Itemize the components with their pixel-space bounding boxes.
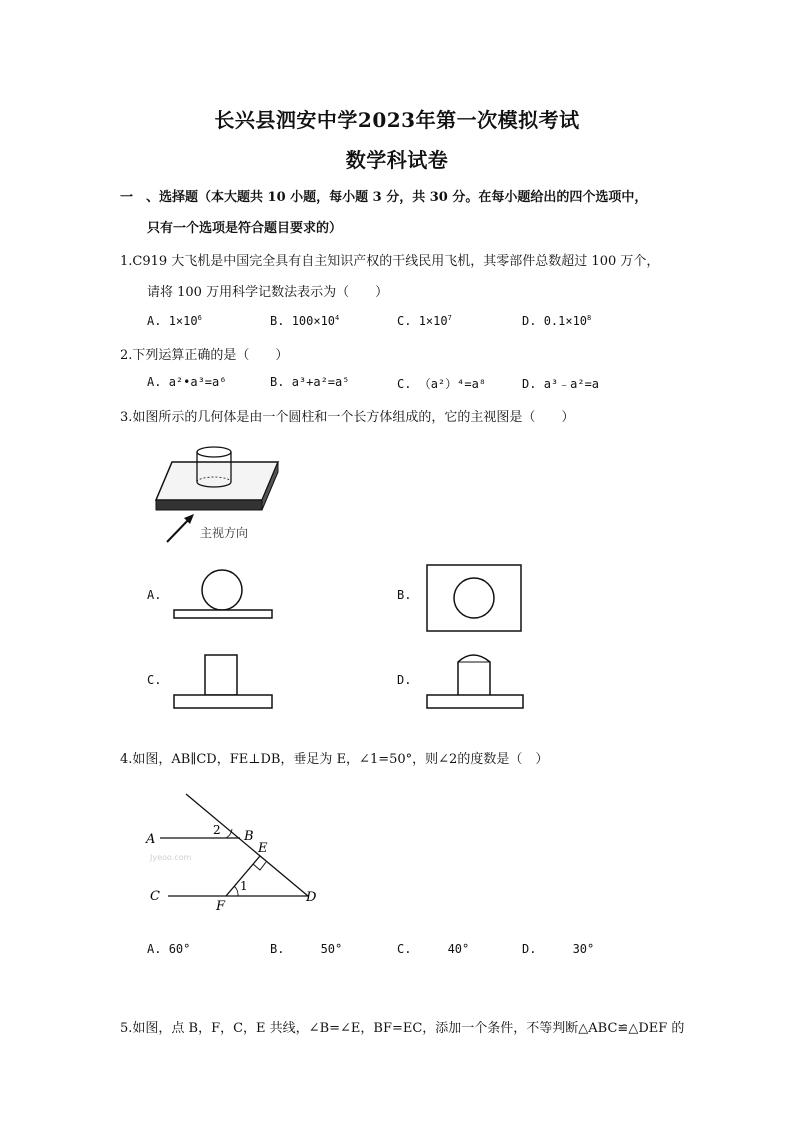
q4-stem: 4.如图，AB∥CD，FE⊥DB，垂足为 E，∠1=50°，则∠2的度数是（ ） <box>120 752 549 767</box>
plate-front <box>156 500 262 510</box>
q1-option-b: B. $100\times 10^4$ <box>270 314 340 328</box>
q3-option-b-letter: B. <box>397 588 412 602</box>
q3-option-d-letter: D. <box>397 673 412 687</box>
q3-option-c-figure <box>172 654 274 710</box>
q4-geometry-figure <box>140 786 330 914</box>
q2-option-b: B. a³+a²=a⁵ <box>270 375 350 389</box>
q2-stem: 2.下列运算正确的是（ ） <box>120 348 289 363</box>
q3-option-a-figure <box>172 568 276 618</box>
section-heading-cont: 只有一个选项是符合题目要求的） <box>147 221 343 236</box>
q3-stem: 3.如图所示的几何体是由一个圆柱和一个长方体组成的，它的主视图是（ ） <box>120 410 575 425</box>
q2-option-d: D. a³﹣a²=a <box>522 377 600 391</box>
exam-title: 长兴县泗安中学2023年第一次模拟考试 <box>214 108 580 132</box>
q1-stem: 1.C919 大飞机是中国完全具有自主知识产权的干线民用飞机，其零部件总数超过 100 万个， <box>120 254 660 269</box>
right-angle-mark <box>253 862 266 870</box>
q1-option-d: D. $0.1\times 10^8$ <box>522 314 592 328</box>
q2-option-a: A. a²•a³=a⁶ <box>147 375 227 389</box>
q1-stem-cont: 请将 100 万用科学记数法表示为（ ） <box>147 285 389 300</box>
q3-option-b-figure <box>426 564 522 632</box>
q1-option-c: C. $1\times 10^7$ <box>397 314 452 328</box>
q3-option-a-letter: A. <box>147 588 162 602</box>
label-d: D <box>306 890 317 905</box>
view-direction-label: 主视方向 <box>200 526 249 540</box>
exam-subtitle: 数学科试卷 <box>345 148 449 172</box>
section-heading: 一 、选择题（本大题共 10 小题，每小题 3 分，共 30 分。在每小题给出的四个选项中， <box>120 190 648 205</box>
q4-option-b: B. 50° <box>270 942 343 956</box>
cylinder-top <box>197 447 231 457</box>
q3-option-d-figure <box>425 652 525 710</box>
q5-stem: 5.如图，点 B，F，C，E 共线，∠B=∠E，BF=EC，添加一个条件，不等判断△ABC≌△DEF 的 <box>120 1021 685 1036</box>
label-f: F <box>216 899 226 914</box>
angle-label-2: 2 <box>213 823 221 837</box>
label-c: C <box>150 889 160 904</box>
q4-option-a: A. 60° <box>147 942 191 956</box>
label-a: A <box>146 832 156 847</box>
q1-option-a: A. $1\times 10^6$ <box>147 314 202 328</box>
label-b: B <box>244 829 254 844</box>
angle-label-1: 1 <box>240 879 248 893</box>
figure-watermark: Jyeoo.com <box>150 853 192 862</box>
q3-option-c-letter: C. <box>147 673 162 687</box>
q2-option-c: C. （a²）⁴=a⁸ <box>397 377 487 391</box>
plate-top <box>156 462 278 500</box>
q4-option-c: C. 40° <box>397 942 470 956</box>
q4-option-d: D. 30° <box>522 942 595 956</box>
label-e: E <box>258 841 268 856</box>
